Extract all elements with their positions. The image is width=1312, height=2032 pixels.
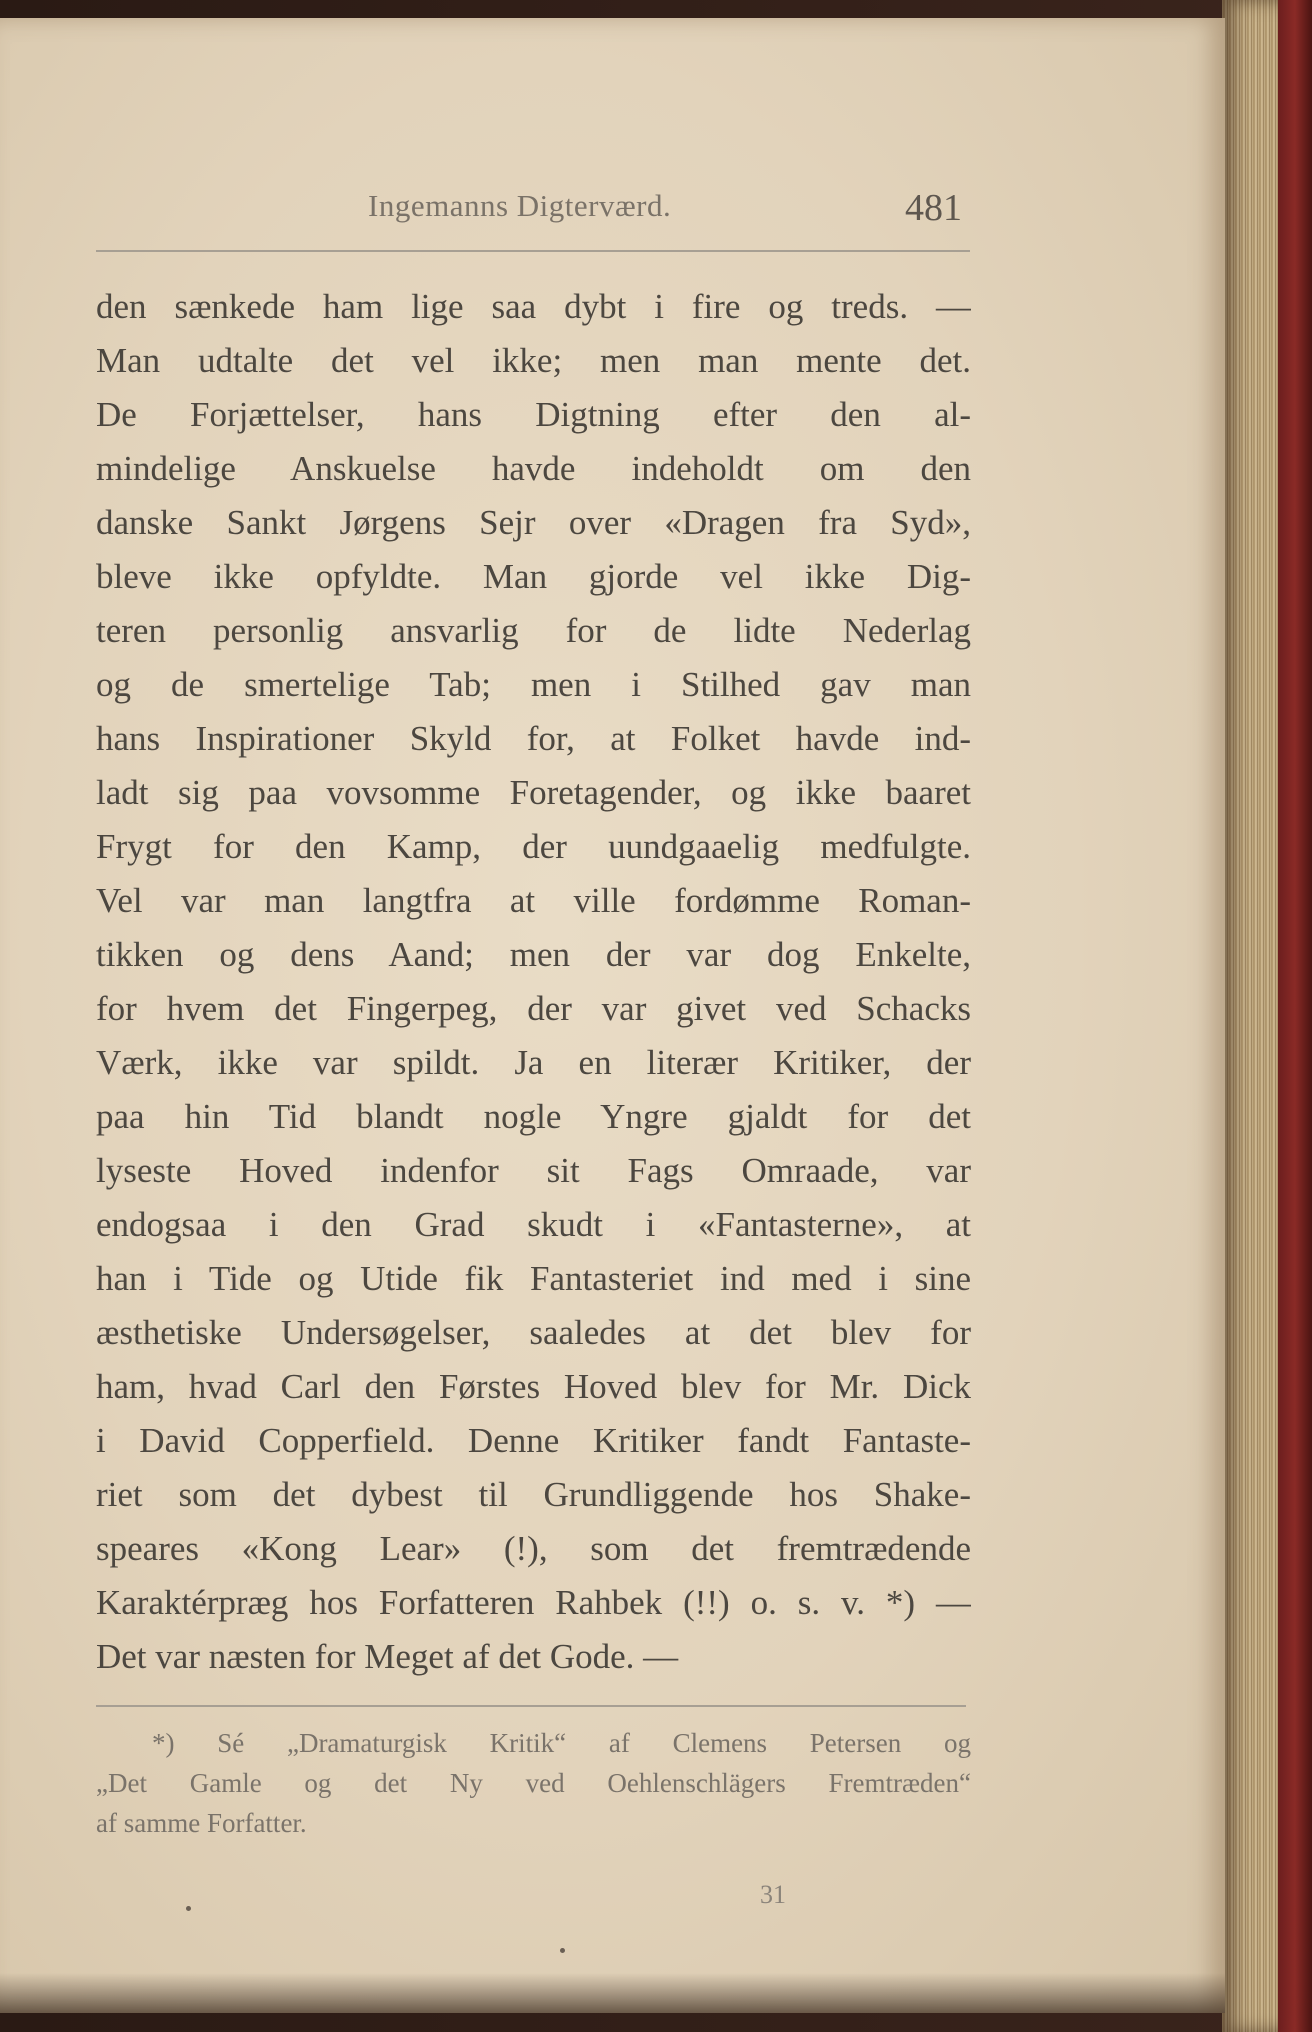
body-text [96, 280, 971, 1684]
text-line: endogsaa i den Grad skudt i «Fantasterne», at [96, 1205, 971, 1244]
signature-mark: 31 [760, 1880, 786, 1909]
text-line: han i Tide og Utide fik Fantasteriet ind med i sine [96, 1259, 971, 1298]
text-line: hans Inspirationer Skyld for, at Folket havde ind- [96, 719, 971, 758]
running-title: Ingemanns Digterværd. [368, 188, 672, 223]
footnote-line: af samme Forfatter. [96, 1808, 307, 1838]
text-line: i David Copperfield. Denne Kritiker fandt Fantaste- [96, 1421, 971, 1460]
text-line: paa hin Tid blandt nogle Yngre gjaldt for det [96, 1097, 971, 1136]
text-line: Man udtalte det vel ikke; men man mente det. [96, 341, 971, 380]
text-line: lyseste Hoved indenfor sit Fags Omraade, var [96, 1151, 971, 1190]
ink-speck [560, 1948, 565, 1953]
book-cover-edge [1278, 0, 1312, 2032]
text-line: og de smertelige Tab; men i Stilhed gav man [96, 665, 971, 704]
text-line: æsthetiske Undersøgelser, saaledes at det blev for [96, 1313, 971, 1352]
page-number: 481 [905, 187, 962, 229]
text-line: riet som det dybest til Grundliggende hos Shake- [96, 1475, 971, 1514]
text-line: mindelige Anskuelse havde indeholdt om den [96, 449, 971, 488]
text-line: danske Sankt Jørgens Sejr over «Dragen fra Syd», [96, 503, 971, 542]
text-line: bleve ikke opfyldte. Man gjorde vel ikke Dig- [96, 557, 971, 596]
text-line: for hvem det Fingerpeg, der var givet ved Schacks [96, 989, 971, 1028]
header-rule [96, 250, 970, 252]
footnote-line: „Det Gamle og det Ny ved Oehlenschlägers Fremtræden“ [96, 1768, 971, 1798]
text-line: tikken og dens Aand; men der var dog Enkelte, [96, 935, 971, 974]
footnote [96, 1723, 971, 1843]
text-line: Frygt for den Kamp, der uundgaaelig medfulgte. [96, 827, 971, 866]
text-line: De Forjættelser, hans Digtning efter den al- [96, 395, 971, 434]
text-line: speares «Kong Lear» (!), som det fremtrædende [96, 1529, 971, 1568]
text-line: ladt sig paa vovsomme Foretagender, og ikke baaret [96, 773, 971, 812]
text-line: Vel var man langtfra at ville fordømme Roman- [96, 881, 971, 920]
text-line: Det var næsten for Meget af det Gode. — [96, 1637, 679, 1676]
page-bottom-shadow [0, 1973, 1225, 2013]
text-line: Værk, ikke var spildt. Ja en literær Kritiker, der [96, 1043, 971, 1082]
text-line: ham, hvad Carl den Førstes Hoved blev for Mr. Dick [96, 1367, 971, 1406]
footnote-line: *) Sé „Dramaturgisk Kritik“ af Clemens Petersen og [152, 1728, 971, 1758]
text-line: Karaktérpræg hos Forfatteren Rahbek (!!) o. s. v. *) — [96, 1583, 971, 1622]
text-line: teren personlig ansvarlig for de lidte Nederlag [96, 611, 971, 650]
footnote-rule [96, 1705, 966, 1707]
ink-speck [186, 1906, 191, 1911]
book-page [0, 18, 1225, 2013]
text-line: den sænkede ham lige saa dybt i fire og treds. — [96, 287, 971, 326]
